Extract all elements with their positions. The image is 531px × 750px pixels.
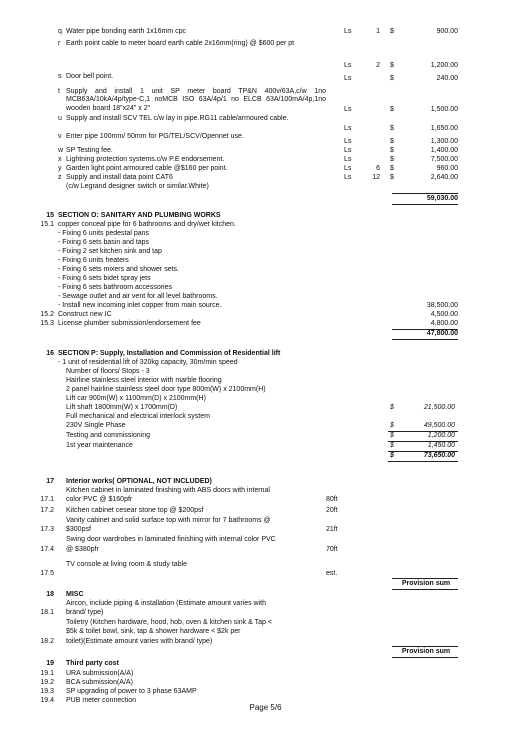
divider — [392, 578, 458, 579]
item-letter: z — [58, 174, 62, 181]
item-description: Kitchen cabinet cesear stone top @ $200psf — [66, 507, 204, 514]
divider — [388, 461, 458, 462]
item-number: 15.1 — [40, 221, 54, 228]
item-description: Full mechanical and electrical interlock system — [66, 413, 210, 420]
item-currency: $ — [390, 422, 394, 429]
item-description: PUB meter connection — [66, 697, 137, 704]
item-description: 1st year maintenance — [66, 442, 133, 449]
item-unit: Ls — [344, 165, 352, 172]
item-number: 19.2 — [40, 679, 54, 686]
item-description: Hairline stainless steel interior with marble flooring — [66, 377, 222, 384]
total-currency: $ — [390, 452, 394, 459]
item-description: - Fixing 6 sets basin and taps — [58, 239, 150, 246]
item-description: color PVC @ $160pfr — [66, 496, 133, 503]
item-currency: $ — [390, 442, 394, 449]
item-amount: 4,800.00 — [430, 320, 458, 327]
item-letter: x — [58, 156, 62, 163]
item-currency: $ — [390, 156, 394, 163]
item-description: - Fixing 6 units pedestal pans — [58, 230, 150, 237]
item-unit: Ls — [344, 147, 352, 154]
item-letter: w — [58, 147, 64, 154]
item-description: 2 panel hairline stainless steel door type 800m(W) x 2100mm(H) — [66, 386, 266, 393]
item-description: Lift shaft 1800mm(W) x 1700mm(D) — [66, 404, 178, 411]
item-unit: 20ft — [326, 507, 338, 514]
item-amount: 1,650.00 — [430, 125, 458, 132]
divider — [392, 204, 458, 205]
section-title: Third party cost — [66, 660, 119, 667]
item-amount: 1,200.00 — [427, 432, 455, 439]
item-description: Lightning protection systems.c/w P.E endorsement. — [66, 156, 225, 163]
item-qty: 6 — [376, 165, 380, 172]
item-number: 19.4 — [40, 697, 54, 704]
section-total: 47,800.00 — [426, 330, 458, 337]
section-title: SECTION P: Supply, Installation and Commission of Residential lift — [58, 350, 281, 357]
item-description: Vanity cabinet and solid surface top with mirror for 7 bathrooms @ — [66, 517, 271, 524]
item-description: License plumber submission/endorsement fee — [58, 320, 201, 327]
item-amount: 4,500.00 — [430, 311, 458, 318]
item-amount: 1,300.00 — [430, 138, 458, 145]
item-unit: Ls — [344, 28, 352, 35]
item-qty: 1 — [376, 28, 380, 35]
item-unit: Ls — [344, 138, 352, 145]
divider — [392, 339, 458, 340]
item-number: 17.4 — [40, 546, 54, 553]
item-description: toilet)(Estimate amount varies with brand/ type) — [66, 638, 213, 645]
subtotal-amount: 59,030.00 — [426, 195, 458, 202]
item-amount: 1,500.00 — [430, 106, 458, 113]
item-description: Testing and commissioning — [66, 432, 151, 439]
item-unit: Ls — [344, 106, 352, 113]
item-description: $300psf — [66, 526, 91, 533]
item-currency: $ — [390, 28, 394, 35]
item-currency: $ — [390, 75, 394, 82]
item-number: 17.3 — [40, 526, 54, 533]
item-amount: 21,500.00 — [423, 404, 455, 411]
item-amount: 240.00 — [436, 75, 458, 82]
item-number: 18.1 — [40, 609, 54, 616]
item-number: 17.1 — [40, 496, 54, 503]
item-currency: $ — [390, 432, 394, 439]
item-description: Water pipe bonding earth 1x16mm cpc — [66, 28, 186, 35]
item-description: - Fixing 2 set kitchen sink and tap — [58, 248, 162, 255]
item-description: TV console at living room & study table — [66, 561, 188, 568]
item-description: - Fixing 6 units heaters — [58, 257, 129, 264]
item-letter: s — [58, 73, 62, 80]
item-letter: r — [58, 40, 61, 47]
item-number: 18.2 — [40, 638, 54, 645]
item-description: - Fixing 6 sets bathroom accessories — [58, 284, 172, 291]
item-amount: 2,640.00 — [430, 174, 458, 181]
item-currency: $ — [390, 106, 394, 113]
item-description: Kitchen cabinet in laminated finishing with ABS doors with internal — [66, 487, 270, 494]
item-currency: $ — [390, 138, 394, 145]
item-number: 19.1 — [40, 670, 54, 677]
item-description: Door bell point. — [66, 73, 114, 80]
item-description: copper conceal pipe for 6 bathrooms and dry/wet kitchen. — [58, 221, 236, 228]
section-number: 16 — [46, 350, 54, 357]
item-description: BCA submission(A/A) — [66, 679, 133, 686]
item-description: (c/w Legrand designer switch or similar.White) — [66, 183, 209, 190]
item-qty: 2 — [376, 62, 380, 69]
item-amount: 7,500.00 — [430, 156, 458, 163]
item-description: 230V Single Phase — [66, 422, 126, 429]
section-title: SECTION O: SANITARY AND PLUMBING WORKS — [58, 212, 221, 219]
item-description: $5k & toilet bowl, sink, tap & shower hardware < $2k per — [66, 628, 241, 635]
section-title: MISC — [66, 591, 84, 598]
item-description: Construct new IC — [58, 311, 112, 318]
item-amount: 960.00 — [436, 165, 458, 172]
item-amount: 900.00 — [436, 28, 458, 35]
item-description: Supply and install SCV TEL c/w lay in pipe.RG11 cable/armoured cable. — [66, 115, 289, 122]
item-letter: t — [58, 88, 60, 95]
item-amount: 49,500.00 — [423, 422, 455, 429]
item-description: Supply and install 1 unit SP meter board TP&N 400v/63A,c/w 1no MCB63A/10kA/4p/type-C,1 noMCB ISO 63A/4p/1 no ELCB 63A/100mA/4p,1no wooden board 18"x24" x 2" — [66, 88, 326, 112]
item-unit: Ls — [344, 125, 352, 132]
section-number: 19 — [46, 660, 54, 667]
item-unit: 21ft — [326, 526, 338, 533]
item-description: Supply and install data point CAT6 — [66, 174, 173, 181]
item-currency: $ — [390, 174, 394, 181]
section-title: Interior works( OPTIONAL, NOT INCLUDED) — [66, 478, 212, 485]
item-description: Toiletry (Kitchen hardware, hood, hob, oven & kitchen sink & Tap < — [66, 619, 272, 626]
item-currency: $ — [390, 125, 394, 132]
item-currency: $ — [390, 165, 394, 172]
item-unit: Ls — [344, 156, 352, 163]
item-unit: Ls — [344, 75, 352, 82]
provision-sum-label: Provision sum — [401, 580, 451, 587]
item-unit: Ls — [344, 62, 352, 69]
item-description: brand/ type) — [66, 609, 104, 616]
item-currency: $ — [390, 147, 394, 154]
item-currency: $ — [390, 62, 394, 69]
item-description: - Fixing 6 sets mixers and shower sets. — [58, 266, 179, 273]
item-amount: 1,450.00 — [427, 442, 455, 449]
item-amount: 1,400.00 — [430, 147, 458, 154]
item-number: 17.5 — [40, 570, 54, 577]
item-description: - Fixing 6 sets bidet spray jets — [58, 275, 151, 282]
item-description: Garden light point armoured cable @$160 per point. — [66, 165, 228, 172]
section-total: 73,650.00 — [423, 452, 455, 459]
item-number: 15.2 — [40, 311, 54, 318]
divider — [392, 589, 458, 590]
item-currency: $ — [390, 404, 394, 411]
item-letter: u — [58, 115, 62, 122]
item-unit: 70ft — [326, 546, 338, 553]
item-unit: est. — [326, 570, 338, 577]
divider — [392, 657, 458, 658]
item-letter: y — [58, 165, 62, 172]
section-number: 15 — [46, 212, 54, 219]
provision-sum-label: Provision sum — [401, 648, 451, 655]
item-qty: 12 — [372, 174, 380, 181]
item-letter: q — [58, 28, 62, 35]
item-description: @ $380pfr — [66, 546, 99, 553]
item-description: Enter pipe 100mm/ 50mm for PG/TEL/SCV/Opennet use. — [66, 133, 244, 140]
page-number: Page 5/6 — [249, 703, 282, 712]
item-description: - Sewage outlet and air vent for all level bathrooms. — [58, 293, 218, 300]
item-description: - 1 unit of residential lift of 320kg capacity, 30m/min speed — [58, 359, 238, 366]
item-description: Aircon, include piping & installation (Estimate amount varies with — [66, 600, 266, 607]
item-number: 19.3 — [40, 688, 54, 695]
item-description: Earth point cable to meter board earth cable 2x16mm(ring) @ $600 per pt — [66, 40, 295, 47]
item-number: 15.3 — [40, 320, 54, 327]
item-description: Number of floors/ Stops - 3 — [66, 368, 150, 375]
divider — [392, 646, 458, 647]
section-number: 17 — [46, 478, 54, 485]
item-number: 17.2 — [40, 507, 54, 514]
section-number: 18 — [46, 591, 54, 598]
item-amount: 1,200.00 — [430, 62, 458, 69]
divider — [392, 193, 458, 194]
item-letter: v — [58, 133, 62, 140]
item-description: SP upgrading of power to 3 phase 63AMP — [66, 688, 197, 695]
item-description: SP Testing fee. — [66, 147, 113, 154]
item-description: URA submission(A/A) — [66, 670, 134, 677]
item-unit: Ls — [344, 174, 352, 181]
item-description: Swing door wardrobes in laminated finishing with internal color PVC — [66, 536, 276, 543]
item-unit: 80ft — [326, 496, 338, 503]
item-amount: 38,500.00 — [426, 302, 458, 309]
item-description: Lift car 900m(W) x 1100mm(D) x 2100mm(H) — [66, 395, 206, 402]
item-description: - Install new incoming inlet copper from main source. — [58, 302, 222, 309]
